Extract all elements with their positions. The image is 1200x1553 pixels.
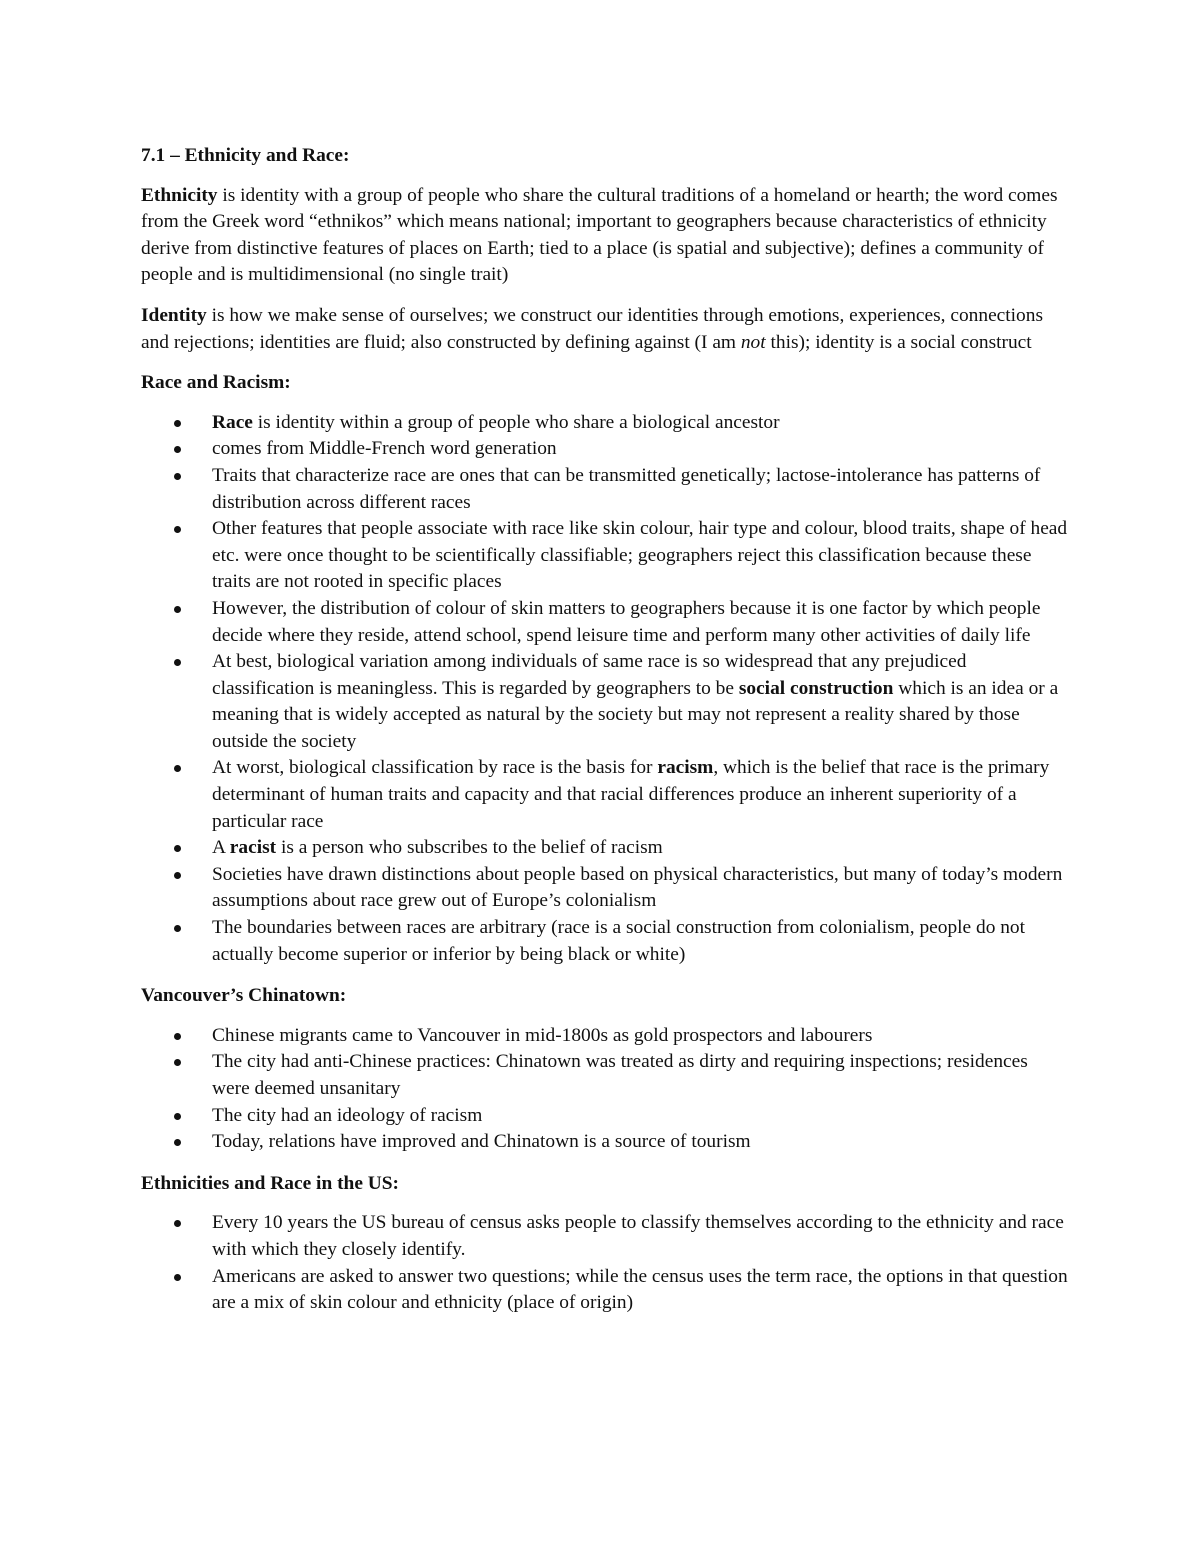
list-item (141, 755, 1070, 835)
bullet-icon (174, 420, 181, 427)
term-racist: racist (229, 837, 277, 859)
list-item (141, 915, 1070, 968)
bullet-icon (174, 1059, 181, 1066)
list-item-text: The city had an ideology of racism (212, 1104, 483, 1126)
bullet-icon (174, 446, 181, 453)
term-ethnicity: Ethnicity (141, 184, 218, 206)
list-item (141, 835, 1070, 862)
section-heading-race-and-racism: Race and Racism: (141, 372, 291, 394)
ethnicity-definition-text: is identity with a group of people who share the cultural traditions of a homeland or hearth; the word comes from the Greek word “ethnikos” which means national; important to geographers because characteristics of ethnicity derive from distinctive features of places on Earth; tied to a place (is spatial and subjective); defines a community of people and is multidimensional (no single trait) (141, 184, 1058, 286)
list-item (141, 436, 1070, 463)
term-identity: Identity (141, 304, 207, 326)
bullet-icon (174, 473, 181, 480)
list-item-text: Other features that people associate with race like skin colour, hair type and colour, blood traits, shape of head etc. were once thought to be scientifically classifiable; geographers reject this classification because these traits are not rooted in specific places (212, 518, 1068, 593)
bullet-icon (174, 659, 181, 666)
term-racism: racism (657, 757, 714, 779)
list-item (141, 463, 1070, 516)
bullet-icon (174, 845, 181, 852)
section-heading-ethnicities-and-race-in-us: Ethnicities and Race in the US: (141, 1172, 400, 1194)
list-item (141, 862, 1070, 915)
list-item-text: Societies have drawn distinctions about people based on physical characteristics, but many of today’s modern assumptions about race grew out of Europe’s colonialism (212, 863, 1063, 912)
list-item (141, 1129, 1070, 1156)
list-item (141, 410, 1070, 437)
bullet-icon (174, 1220, 181, 1227)
list-item (141, 1023, 1070, 1050)
list-item-text: which is an idea or a meaning that is widely accepted as natural by the society but may not represent a reality shared by those outside the society (212, 677, 1059, 752)
list-item-text: Today, relations have improved and Chinatown is a source of tourism (212, 1131, 751, 1153)
bullet-icon (174, 606, 181, 613)
list-item-text: The city had anti-Chinese practices: Chinatown was treated as dirty and requiring inspections; residences were deemed unsanitary (212, 1051, 1028, 1099)
bullet-icon (174, 1033, 181, 1040)
bullet-icon (174, 1139, 181, 1146)
list-item-text: Chinese migrants came to Vancouver in mid-1800s as gold prospectors and labourers (212, 1024, 873, 1046)
list-item-text: Every 10 years the US bureau of census asks people to classify themselves according to the ethnicity and race with which they closely identify. (212, 1212, 1064, 1260)
vancouver-chinatown-list (141, 1023, 1070, 1156)
bullet-icon (174, 1274, 181, 1281)
identity-emphasis: not (740, 331, 766, 353)
list-item (141, 1103, 1070, 1130)
list-item-text: At worst, biological classification by race is the basis for (212, 757, 658, 779)
list-item-text: , which is the belief that race is the primary determinant of human traits and capacity and that racial differences produce an inherent superiority of a particular race (212, 757, 1050, 832)
race-and-racism-list (141, 410, 1070, 968)
list-item (141, 516, 1070, 596)
list-item-text: At best, biological variation among individuals of same race is so widespread that any prejudiced classification is meaningless. This is regarded by geographers to be (212, 651, 967, 699)
identity-definition-text-a: is how we make sense of ourselves; we construct our identities through emotions, experiences, connections and rejections; identities are fluid; also constructed by defining against (I am (141, 304, 1043, 353)
bullet-icon (174, 872, 181, 879)
list-item-text: The boundaries between races are arbitrary (race is a social construction from colonialism, people do not actually become superior or inferior by being black or white) (212, 917, 1026, 965)
ethnicities-race-us-list (141, 1210, 1070, 1316)
term-social-construction: social construction (738, 677, 894, 699)
list-item (141, 1210, 1070, 1263)
list-item-text: comes from Middle-French word generation (212, 438, 557, 460)
bullet-icon (174, 925, 181, 932)
bullet-icon (174, 1113, 181, 1120)
list-item-text: However, the distribution of colour of skin matters to geographers because it is one factor by which people decide where they reside, attend school, spend leisure time and perform many other activities of daily life (212, 597, 1041, 646)
bullet-icon (174, 765, 181, 772)
list-item (141, 1264, 1070, 1317)
bullet-icon (174, 526, 181, 533)
list-item-text: Traits that characterize race are ones that can be transmitted genetically; lactose-intolerance has patterns of distribution across different races (212, 464, 1041, 513)
list-item (141, 596, 1070, 649)
identity-definition-text-b: this); identity is a social construct (765, 331, 1032, 353)
list-item-text: Americans are asked to answer two questions; while the census uses the term race, the options in that question are a mix of skin colour and ethnicity (place of origin) (212, 1265, 1068, 1314)
ethnicity-definition (141, 183, 1070, 289)
identity-definition (141, 303, 1070, 356)
list-item-text: is identity within a group of people who share a biological ancestor (252, 411, 780, 433)
section-heading-ethnicity-and-race: 7.1 – Ethnicity and Race: (141, 145, 350, 166)
list-item (141, 1049, 1070, 1102)
term-race: Race (212, 411, 253, 433)
list-item (141, 649, 1070, 755)
list-item-text: A (212, 837, 230, 859)
list-item-text: is a person who subscribes to the belief of racism (276, 837, 663, 859)
section-heading-vancouver-chinatown: Vancouver’s Chinatown: (141, 985, 347, 1007)
